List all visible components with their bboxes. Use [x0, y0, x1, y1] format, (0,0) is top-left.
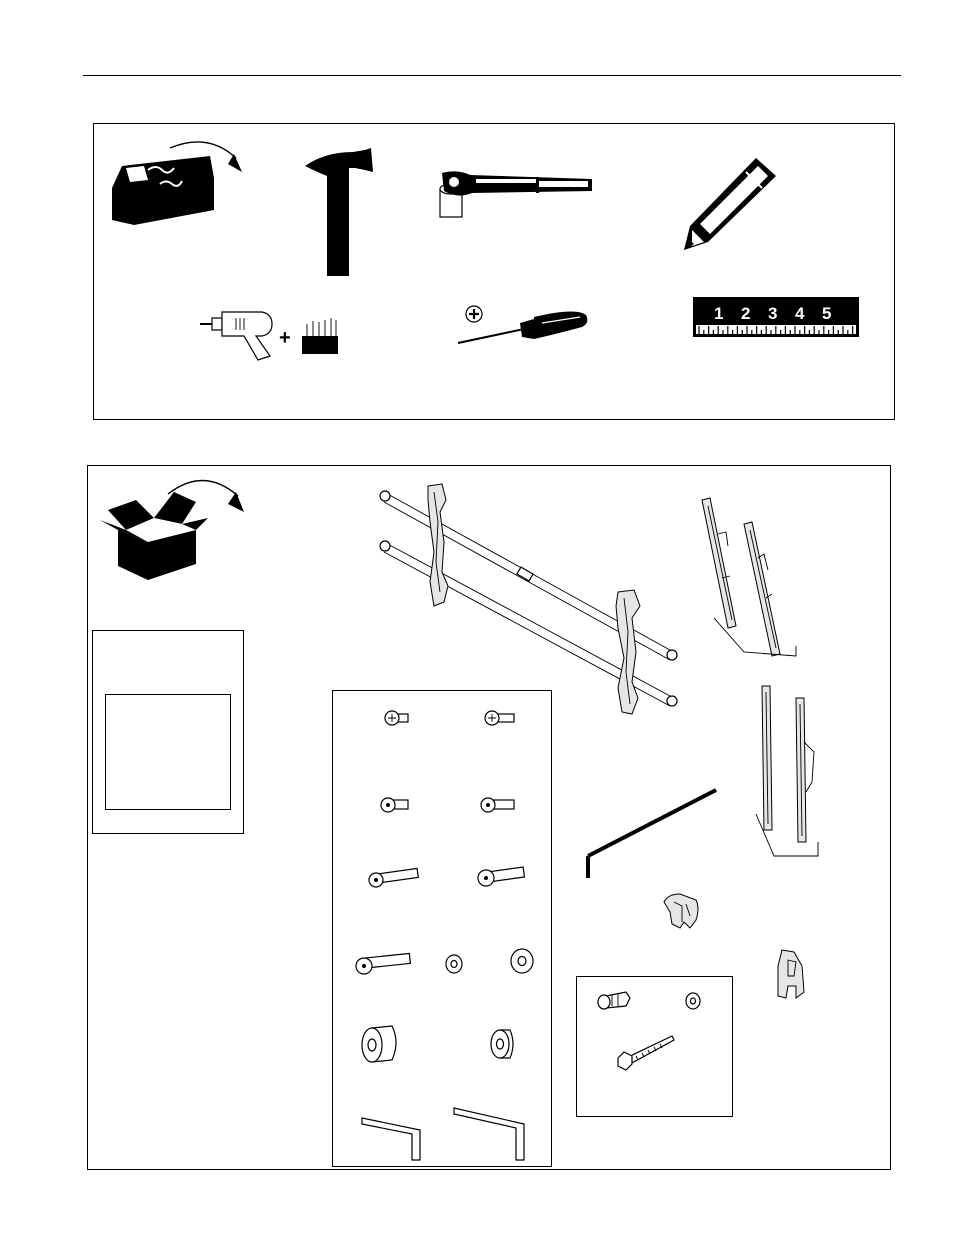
ruler-icon	[693, 297, 859, 337]
ruler-number: 1	[714, 304, 724, 323]
socket-screw	[369, 868, 418, 887]
spacer	[491, 1030, 513, 1058]
open-box-icon	[96, 472, 256, 584]
spacer	[362, 1026, 396, 1062]
drill-bits-icon	[300, 316, 340, 356]
washer	[511, 949, 533, 973]
hook-clip	[774, 948, 808, 1000]
vertical-adjuster-bracket	[700, 494, 800, 664]
header-rule	[83, 75, 901, 76]
hex-key	[362, 1118, 420, 1160]
machine-screw	[385, 711, 408, 725]
socket-wrench-icon	[436, 167, 596, 223]
socket-screw	[356, 953, 410, 974]
socket-screw	[481, 798, 514, 812]
ruler-number: 2	[741, 304, 751, 323]
wall-anchor-parts	[576, 976, 733, 1117]
drill-icon	[200, 308, 278, 364]
lag-bolt	[618, 1036, 674, 1070]
ruler-number: 3	[768, 304, 778, 323]
washer	[446, 955, 462, 973]
wall-anchor	[598, 992, 630, 1009]
hex-key	[454, 1108, 524, 1160]
socket-screw	[478, 867, 524, 886]
hex-rod	[584, 786, 724, 882]
socket-screw	[381, 798, 408, 812]
plus-sign	[279, 327, 293, 349]
small-clip	[660, 892, 702, 932]
phillips-screwdriver-icon	[452, 303, 592, 351]
washer	[686, 993, 700, 1009]
svg-text:+: +	[279, 327, 291, 349]
ruler-number: 5	[822, 304, 832, 323]
toolbox-icon	[108, 128, 253, 228]
machine-screw	[485, 711, 514, 725]
mounting-bracket-assembly	[378, 482, 683, 718]
instruction-sheet-inner-frame	[105, 694, 231, 810]
ruler-number: 4	[795, 304, 805, 323]
vertical-adjuster-bracket	[752, 682, 822, 858]
screw-set-parts	[332, 690, 552, 1167]
instruction-sheet	[92, 630, 244, 834]
hammer-icon	[303, 146, 378, 278]
pencil-icon	[680, 156, 780, 252]
